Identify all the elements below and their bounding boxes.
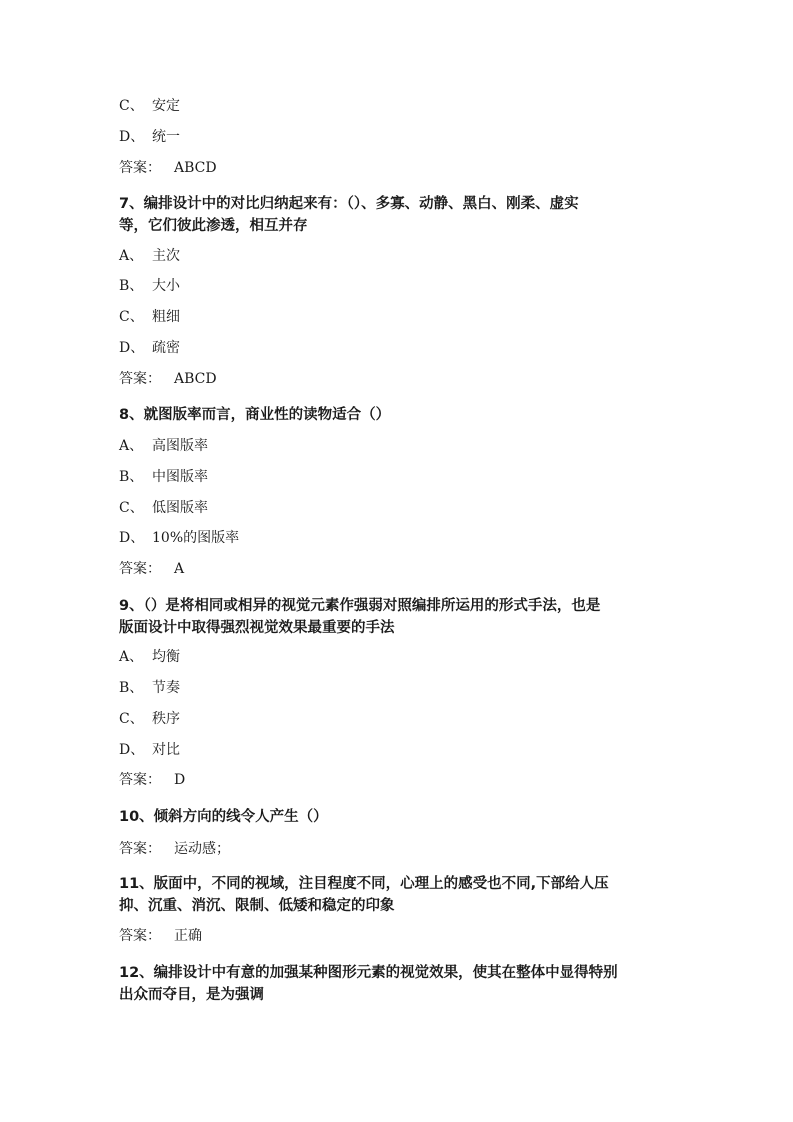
option-d [119, 127, 180, 147]
option-text: 大小 [152, 278, 180, 294]
answer-value: 运动感； [174, 841, 230, 857]
option-letter: C、 [119, 711, 144, 727]
option-c [119, 96, 180, 116]
question-7-title [119, 193, 679, 237]
option-text: 安定 [152, 98, 180, 114]
option-a [119, 647, 180, 667]
question-11-title [119, 873, 679, 917]
question-title-line: 8、就图版率而言，商业性的读物适合（） [119, 407, 391, 423]
option-letter: D、 [119, 530, 145, 546]
answer-line [119, 369, 217, 389]
option-letter: B、 [119, 278, 144, 294]
answer-line [119, 158, 217, 178]
option-b [119, 276, 180, 296]
answer-label: 答案： [119, 772, 161, 788]
option-text: 10%的图版率 [152, 530, 240, 546]
option-letter: C、 [119, 98, 144, 114]
answer-value: D [174, 772, 186, 788]
option-letter: A、 [119, 649, 144, 665]
option-d [119, 528, 239, 548]
question-title-line: 7、编排设计中的对比归纳起来有：（）、多寡、动静、黑白、刚柔、虚实 [119, 196, 579, 212]
answer-line [119, 926, 202, 946]
answer-value: 正确 [174, 928, 202, 944]
question-title-line: 11、版面中，不同的视域，注目程度不同，心理上的感受也不同,下部给人压 [119, 876, 609, 892]
option-b [119, 678, 180, 698]
question-10-title [119, 806, 679, 828]
question-12-title [119, 962, 679, 1006]
option-letter: B、 [119, 680, 144, 696]
option-text: 高图版率 [152, 438, 208, 454]
question-title-line: 等，它们彼此渗透，相互并存 [119, 218, 308, 234]
answer-value: ABCD [174, 160, 217, 176]
option-letter: A、 [119, 438, 144, 454]
answer-label: 答案： [119, 160, 161, 176]
question-8-title [119, 404, 679, 426]
option-text: 秩序 [152, 711, 180, 727]
option-text: 低图版率 [152, 500, 208, 516]
question-title-line: 12、编排设计中有意的加强某种图形元素的视觉效果，使其在整体中显得特别 [119, 965, 618, 981]
option-letter: D、 [119, 742, 145, 758]
question-title-line: 出众而夺目，是为强调 [119, 987, 264, 1003]
question-title-line: 9、（）是将相同或相异的视觉元素作强弱对照编排所运用的形式手法，也是 [119, 598, 601, 614]
option-text: 均衡 [152, 649, 180, 665]
option-a [119, 436, 208, 456]
answer-label: 答案： [119, 928, 161, 944]
answer-value: ABCD [174, 371, 217, 387]
option-text: 中图版率 [152, 469, 208, 485]
answer-value: A [174, 561, 185, 577]
question-title-line: 版面设计中取得强烈视觉效果最重要的手法 [119, 620, 395, 636]
option-b [119, 467, 208, 487]
option-text: 节奏 [152, 680, 180, 696]
answer-label: 答案： [119, 371, 161, 387]
option-text: 主次 [152, 248, 180, 264]
option-letter: A、 [119, 248, 144, 264]
answer-line [119, 839, 230, 859]
question-title-line: 抑、沉重、消沉、限制、低矮和稳定的印象 [119, 898, 395, 914]
option-letter: C、 [119, 500, 144, 516]
option-d [119, 338, 180, 358]
answer-line [119, 559, 184, 579]
option-c [119, 498, 208, 518]
option-d [119, 740, 180, 760]
question-9-title [119, 595, 679, 639]
option-letter: B、 [119, 469, 144, 485]
option-letter: D、 [119, 340, 145, 356]
answer-line [119, 770, 185, 790]
option-a [119, 246, 180, 266]
answer-label: 答案： [119, 841, 161, 857]
option-text: 疏密 [152, 340, 180, 356]
answer-label: 答案： [119, 561, 161, 577]
option-letter: D、 [119, 129, 145, 145]
option-text: 对比 [152, 742, 180, 758]
option-text: 粗细 [152, 309, 180, 325]
option-c [119, 709, 180, 729]
question-title-line: 10、倾斜方向的线令人产生（） [119, 809, 328, 825]
option-letter: C、 [119, 309, 144, 325]
option-c [119, 307, 180, 327]
option-text: 统一 [152, 129, 180, 145]
